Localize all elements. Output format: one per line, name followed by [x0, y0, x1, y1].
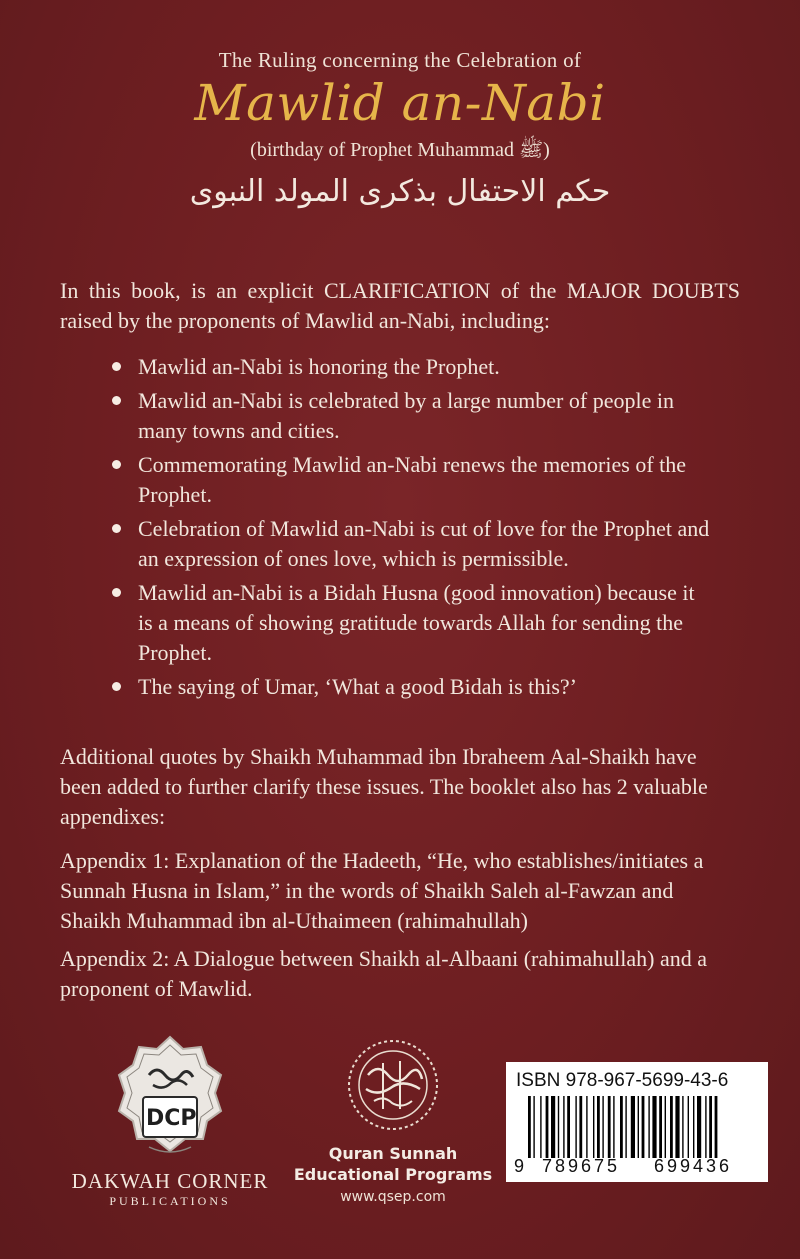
bullet-icon [112, 362, 121, 371]
list-item [112, 450, 712, 510]
barcode-bar [597, 1096, 600, 1158]
appendix-2: Appendix 2: A Dialogue between Shaikh al-Albaani (rahimahullah) and a proponent of Mawlid. [60, 946, 707, 1001]
bullet-icon [112, 682, 121, 691]
barcode-digit-first: 9 [514, 1156, 525, 1176]
barcode-digits-right: 699436 [654, 1156, 733, 1176]
barcode-bar [602, 1096, 603, 1158]
list-item [112, 386, 712, 446]
barcode-bar [533, 1096, 534, 1158]
list-item [112, 514, 712, 574]
intro-paragraph: In this book, is an explicit CLARIFICATION of the MAJOR DOUBTS raised by the proponents of Mawlid an-Nabi, including: [60, 278, 740, 333]
barcode-bar [697, 1096, 701, 1158]
barcode-bar [608, 1096, 611, 1158]
barcode-bar [613, 1096, 614, 1158]
barcode-bar [586, 1096, 587, 1158]
barcode-bar [659, 1096, 662, 1158]
list-item [112, 672, 712, 702]
barcode-bar [546, 1096, 549, 1158]
list-item-text: Mawlid an-Nabi is a Bidah Husna (good innovation) because it is a means of showing gratitude towards Allah for sending the Prophet. [138, 580, 695, 665]
barcode-bar [648, 1096, 649, 1158]
barcode-bar [642, 1096, 645, 1158]
list-item-text: The saying of Umar, ‘What a good Bidah is this?’ [138, 674, 578, 699]
book-title: Mawlid an-Nabi [194, 74, 606, 132]
publisher-sub: PUBLICATIONS [109, 1194, 231, 1208]
qsep-name-line2: Educational Programs [293, 1165, 493, 1184]
barcode-bar [693, 1096, 694, 1158]
arabic-title: حكم الاحتفال بذكرى المولد النبوى [189, 174, 611, 209]
publisher-logo [70, 1035, 270, 1209]
barcode-bar [631, 1096, 635, 1158]
list-item [112, 578, 712, 668]
barcode-bar [579, 1096, 582, 1158]
appendix-1: Appendix 1: Explanation of the Hadeeth, “He, who establishes/initiates a Sunnah Husna in Islam,” in the words of Shaikh Saleh al-Fawzan and Shaikh Muhammad ibn al-Uthaimeen (rahimahullah) [60, 848, 704, 933]
barcode-digits-left: 789675 [542, 1156, 621, 1176]
bullet-icon [112, 588, 121, 597]
qsep-logo [283, 1035, 503, 1205]
barcode-bar [665, 1096, 666, 1158]
doubts-list [112, 352, 712, 706]
barcode-bar [575, 1096, 576, 1158]
calligraphy-emblem-icon [338, 1035, 448, 1135]
bullet-icon [112, 524, 121, 533]
list-item-text: Mawlid an-Nabi is honoring the Prophet. [138, 354, 500, 379]
publisher-name: DAKWAH CORNER [71, 1169, 269, 1193]
isbn-barcode [506, 1062, 768, 1182]
additional-paragraph: Additional quotes by Shaikh Muhammad ibn Ibraheem Aal-Shaikh have been added to further clarify these issues. The booklet also has 2 valuable appendixes: [60, 744, 708, 829]
list-item-text: Mawlid an-Nabi is celebrated by a large number of people in many towns and cities. [138, 388, 674, 443]
barcode-bars-icon [528, 1096, 758, 1158]
barcode-bar [593, 1096, 594, 1158]
barcode-bar [652, 1096, 656, 1158]
barcode-bar [625, 1096, 626, 1158]
barcode-bar [675, 1096, 679, 1158]
badge-letters: DCP [146, 1106, 197, 1131]
barcode-bar [528, 1096, 531, 1158]
barcode-bar [638, 1096, 639, 1158]
bullet-icon [112, 396, 121, 405]
qsep-url: www.qsep.com [340, 1189, 446, 1205]
barcode-bar [709, 1096, 712, 1158]
barcode-bar [540, 1096, 541, 1158]
bullet-icon [112, 460, 121, 469]
header [0, 48, 800, 209]
barcode-bar [688, 1096, 689, 1158]
qsep-name [283, 1143, 503, 1185]
barcode-bar [563, 1096, 564, 1158]
barcode-bar [705, 1096, 706, 1158]
barcode-bar [620, 1096, 623, 1158]
qsep-name-line1: Quran Sunnah [328, 1144, 458, 1163]
supertitle: The Ruling concerning the Celebration of [218, 48, 582, 72]
barcode-bar [567, 1096, 570, 1158]
list-item [112, 352, 712, 382]
barcode-bar [715, 1096, 718, 1158]
barcode-bar [670, 1096, 673, 1158]
subtitle: (birthday of Prophet Muhammad ﷺ) [250, 139, 550, 161]
barcode-bar [558, 1096, 559, 1158]
publisher-badge-icon [115, 1035, 225, 1165]
barcode-bar [551, 1096, 555, 1158]
list-item-text: Commemorating Mawlid an-Nabi renews the memories of the Prophet. [138, 452, 687, 507]
isbn-text: ISBN 978-967-5699-43-6 [516, 1070, 729, 1091]
list-item-text: Celebration of Mawlid an-Nabi is cut of love for the Prophet and an expression of ones love, which is permissible. [138, 516, 710, 571]
barcode-bar [682, 1096, 683, 1158]
